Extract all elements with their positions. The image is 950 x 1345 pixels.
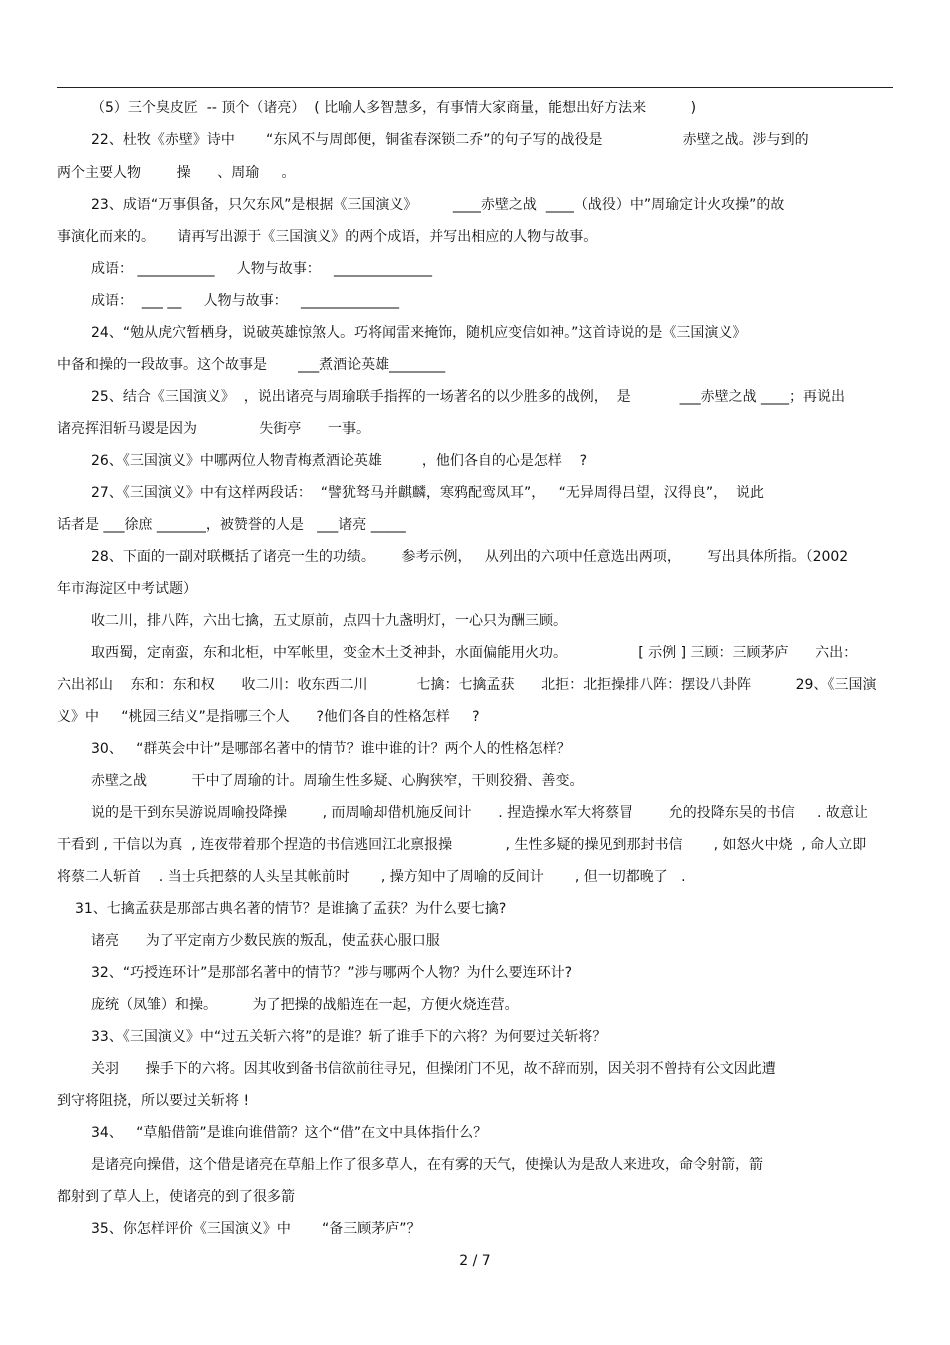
text-line: 成语： ___________ 人物与故事： ______________ xyxy=(91,261,433,277)
text-line: 22、杜牧《赤壁》诗中 “东风不与周郎便，铜雀春深锁二乔”的句子写的战役是 赤壁之战。涉与到的 xyxy=(91,132,809,148)
text-line: 关羽 操手下的六将。因其收到备书信欲前往寻兄，但操闭门不见，故不辞而别，因关羽不曾持有公文因此遭 xyxy=(91,1061,776,1077)
text-line: 赤壁之战 干中了周瑜的计。周瑜生性多疑、心胸狭窄，干则狡猾、善变。 xyxy=(91,773,584,789)
text-line: 年市海淀区中考试题） xyxy=(57,581,197,597)
text-line: 收二川，排八阵，六出七擒，五丈原前，点四十九盏明灯，一心只为酬三顾。 xyxy=(91,613,567,629)
text-line: 将蔡二人斩首 . 当士兵把蔡的人头呈其帐前时 , 操方知中了周喻的反间计 , 但一切都晚了 . xyxy=(57,869,686,885)
text-line: 干看到 , 干信以为真 , 连夜带着那个捏造的书信逃回江北禀报操 , 生性多疑的操见到那封书信 , 如怒火中烧 , 命人立即 xyxy=(57,837,867,853)
text-line: 24、“勉从虎穴暂栖身，说破英雄惊煞人。巧将闻雷来掩饰，随机应变信如神。”这首诗说的是《三国演义》 xyxy=(91,325,747,341)
text-line: 27、《三国演义》中有这样两段话： “譬犹驽马并麒麟，寒鸦配鸾凤耳”， “无异周得吕望，汉得良”， 说此 xyxy=(91,485,764,501)
text-line: 话者是 ___徐庶 _______，被赞誉的人是 ___诸亮 _____ xyxy=(57,517,406,533)
text-line: 义》中 “桃园三结义”是指哪三个人 ?他们各自的性格怎样 ? xyxy=(57,709,480,725)
text-line: 是诸亮向操借，这个借是诸亮在草船上作了很多草人，在有雾的天气，使操认为是敌人来进攻，命令射箭，箭 xyxy=(91,1157,763,1173)
text-line: 35、你怎样评价《三国演义》中 “备三顾茅庐”？ xyxy=(91,1221,421,1237)
text-line: 31、七擒孟获是那部古典名著的情节？是谁擒了孟获？为什么要七擒? xyxy=(75,901,507,917)
text-line: 34、 “草船借箭”是谁向谁借箭？这个“借”在文中具体指什么？ xyxy=(91,1125,488,1141)
text-line: （5）三个臭皮匠 -- 顶个（诸亮） ( 比喻人多智慧多，有事情大家商量，能想出好方法来 ) xyxy=(91,100,697,116)
text-line: 取西蜀，定南蛮，东和北柜，中军帐里，变金木土爻神卦，水面偏能用火功。 [ 示例 ] 三顾：三顾茅庐 六出： xyxy=(91,645,858,661)
header-rule xyxy=(57,87,893,88)
text-line: 庞统（凤雏）和操。 为了把操的战船连在一起，方便火烧连营。 xyxy=(91,997,519,1013)
text-line: 30、 “群英会中计”是哪部名著中的情节？谁中谁的计？两个人的性格怎样？ xyxy=(91,741,571,757)
text-line: 两个主要人物 操 、周瑜 。 xyxy=(57,165,296,181)
text-line: 事演化而来的。 请再写出源于《三国演义》的两个成语，并写出相应的人物与故事。 xyxy=(57,229,598,245)
text-line: 诸亮 为了平定南方少数民族的叛乱，使孟获心服口服 xyxy=(91,933,440,949)
text-line: 28、下面的一副对联概括了诸亮一生的功绩。 参考示例， 从列出的六项中任意选出两项， 写出具体所指。（2002 xyxy=(91,549,849,565)
text-line: 说的是干到东吴游说周喻投降操 , 而周喻却借机施反间计 . 捏造操水军大将蔡冒 允的投降东吴的书信 . 故意让 xyxy=(91,805,868,821)
text-line: 都射到了草人上，使诸亮的到了很多箭 xyxy=(57,1189,295,1205)
text-line: 诸亮挥泪斩马谡是因为 失街亭 一事。 xyxy=(57,421,371,437)
page-number: 2 / 7 xyxy=(459,1253,491,1269)
text-line: 中备和操的一段故事。这个故事是 ___煮酒论英雄________ xyxy=(57,357,446,373)
text-line: 33、《三国演义》中“过五关斩六将”的是谁？斩了谁手下的六将？为何要过关斩将？ xyxy=(91,1029,607,1045)
text-line: 26、《三国演义》中哪两位人物青梅煮酒论英雄 ，他们各自的心是怎样 ? xyxy=(91,453,588,469)
text-line: 25、结合《三国演义》 ，说出诸亮与周瑜联手指挥的一场著名的以少胜多的战例， 是 ___赤壁之战 ____；再说出 xyxy=(91,389,846,405)
text-line: 到守将阻挠，所以要过关斩将 ! xyxy=(57,1093,250,1109)
text-line: 23、成语“万事俱备，只欠东风”是根据《三国演义》 ____赤壁之战 ____（战役）中”周瑜定计火攻操”的故 xyxy=(91,197,785,213)
text-line: 32、“巧授连环计”是那部名著中的情节？”涉与哪两个人物？为什么要连环计? xyxy=(91,965,573,981)
text-line: 成语： ___ __ 人物与故事： ______________ xyxy=(91,293,399,309)
text-line: 六出祁山 东和：东和权 收二川：收东西二川 七擒：七擒孟获 北拒：北拒操排八阵：摆设八卦阵 29、《三国演 xyxy=(57,677,877,693)
